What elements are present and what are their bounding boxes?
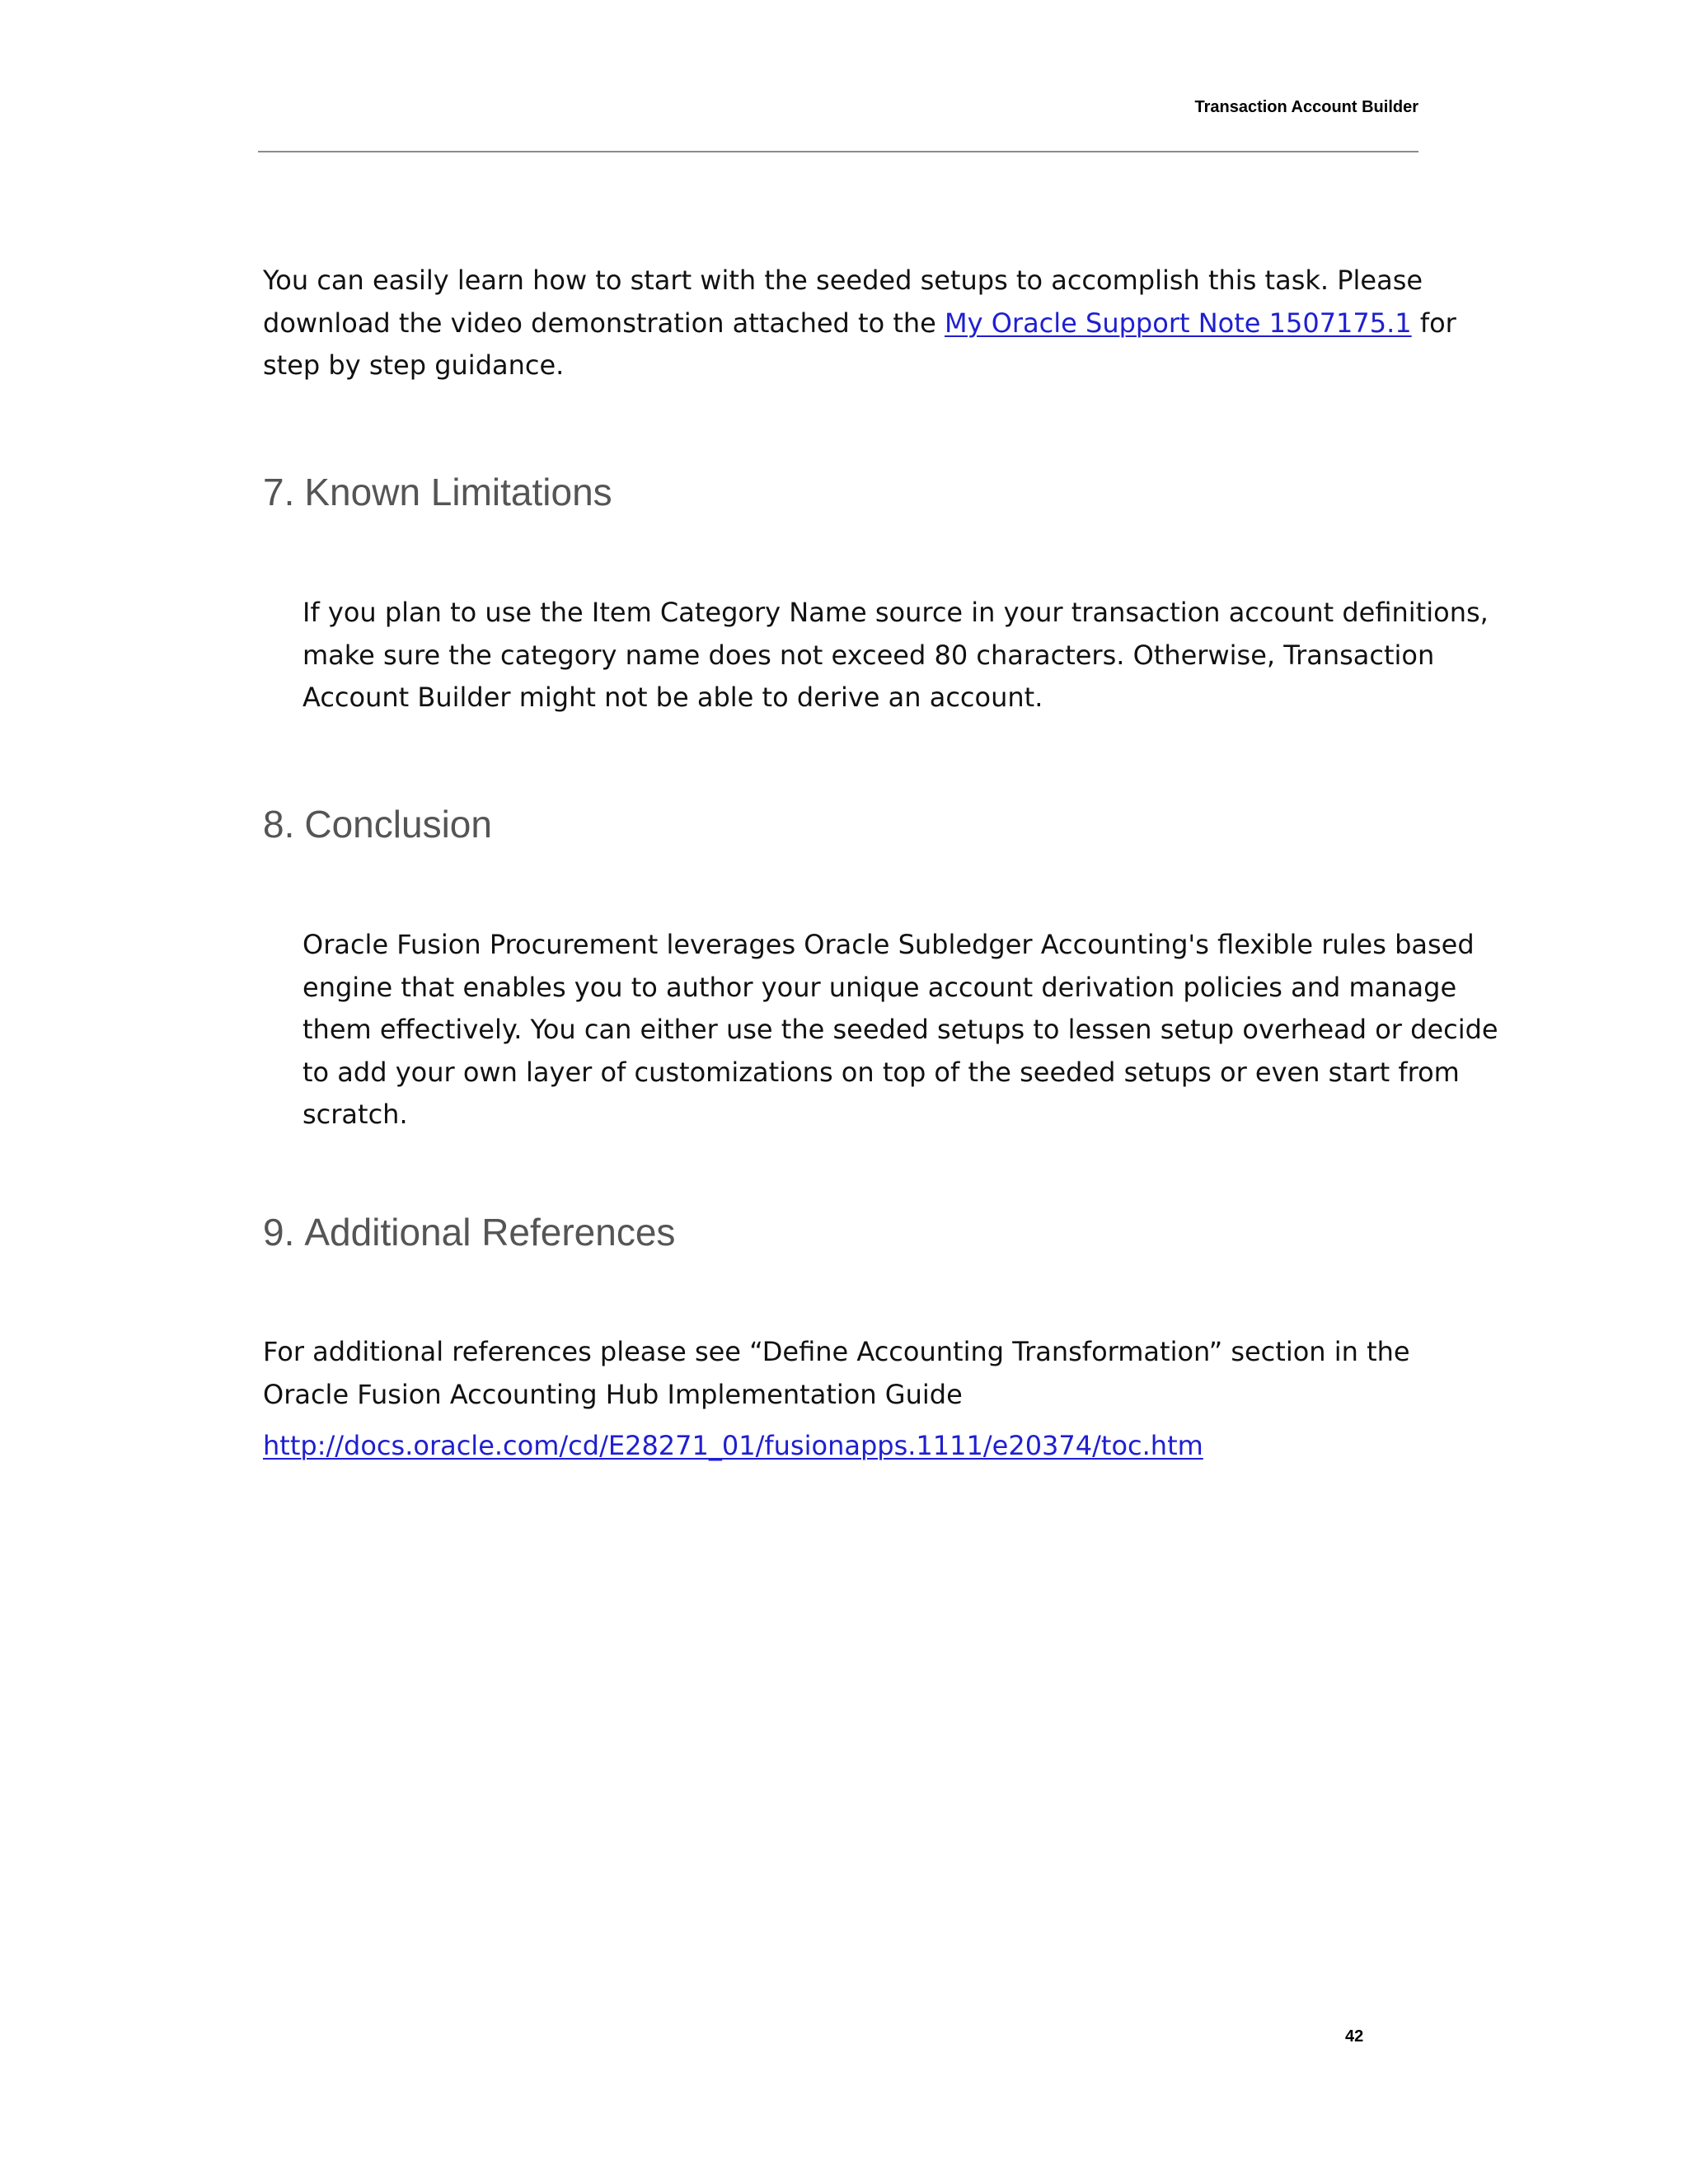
intro-text: download the video demonstration attached to the — [263, 307, 945, 339]
intro-text: for — [1411, 307, 1456, 339]
paragraph-line: If you plan to use the Item Category Name source in your transaction account definitions, — [302, 597, 1489, 628]
intro-line: You can easily learn how to start with the seeded setups to accomplish this task. Please — [263, 265, 1423, 296]
page-number: 42 — [1345, 2027, 1364, 2046]
intro-line: step by step guidance. — [263, 349, 565, 381]
paragraph-line: Oracle Fusion Accounting Hub Implementation Guide — [263, 1378, 963, 1410]
section-title: Conclusion — [304, 803, 492, 846]
paragraph-line: scratch. — [302, 1099, 408, 1130]
section-title: Known Limitations — [304, 471, 612, 513]
paragraph-line: Oracle Fusion Procurement leverages Oracle Subledger Accounting's flexible rules based — [302, 929, 1475, 960]
implementation-guide-link[interactable]: http://docs.oracle.com/cd/E28271_01/fusionapps.1111/e20374/toc.htm — [263, 1430, 1203, 1461]
intro-paragraph — [263, 260, 1456, 387]
header-divider — [258, 151, 1418, 152]
paragraph-line: make sure the category name does not exceed 80 characters. Otherwise, Transaction — [302, 639, 1435, 671]
paragraph-line: to add your own layer of customizations on top of the seeded setups or even start from — [302, 1056, 1460, 1088]
section-number: 7. — [263, 471, 295, 513]
reference-link-line — [263, 1425, 1203, 1468]
section-number: 8. — [263, 803, 295, 846]
known-limitations-paragraph — [302, 592, 1489, 719]
section-number: 9. — [263, 1211, 295, 1254]
paragraph-line: Account Builder might not be able to derive an account. — [302, 682, 1043, 713]
paragraph-line: engine that enables you to author your unique account derivation policies and manage — [302, 971, 1457, 1003]
paragraph-line: For additional references please see “Define Accounting Transformation” section in the — [263, 1336, 1410, 1367]
running-header: Transaction Account Builder — [1194, 98, 1418, 116]
section-title: Additional References — [304, 1211, 676, 1254]
section-heading-additional-references — [263, 1210, 675, 1254]
intro-line-with-link — [263, 302, 1456, 345]
paragraph-line: them effectively. You can either use the seeded setups to lessen setup overhead or decide — [302, 1014, 1498, 1045]
conclusion-paragraph — [302, 924, 1498, 1137]
section-heading-conclusion — [263, 802, 492, 846]
section-heading-known-limitations — [263, 470, 612, 514]
additional-references-paragraph — [263, 1331, 1410, 1416]
support-note-link[interactable]: My Oracle Support Note 1507175.1 — [945, 307, 1412, 339]
